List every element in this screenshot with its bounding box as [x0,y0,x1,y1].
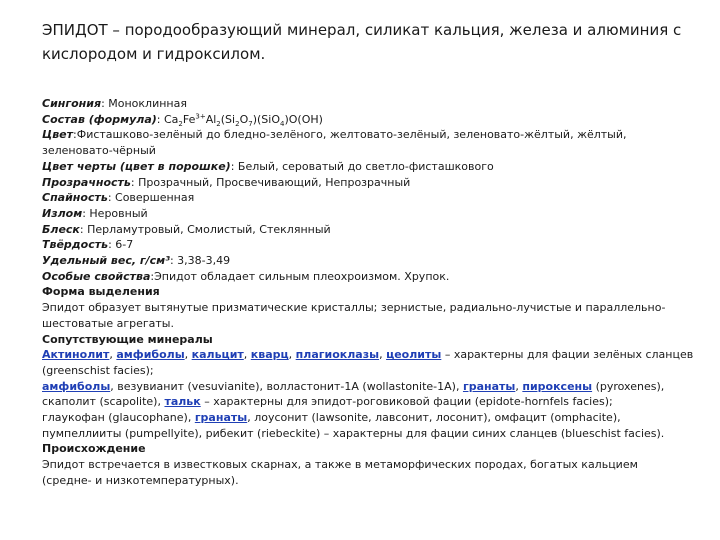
formula-subscript: 2 [235,119,240,128]
link-talc[interactable]: тальк [164,395,201,409]
cleavage-value: : Совершенная [107,191,195,205]
formula-subscript: 7 [248,119,253,128]
link-pyroxenes[interactable]: пироксены [522,379,593,393]
formula-subscript: 2 [178,119,183,128]
property-cleavage [42,190,682,206]
origin-text-line-2: (средне- и низкотемпературных). [42,473,239,487]
form-text-line-1: Эпидот образует вытянутые призматические кристаллы; зернистые, радиально-лучистые и параллельно- [42,301,666,315]
density-label: Удельный вес, г/см³ [42,254,170,268]
color-value: :Фисташково-зелёный до бледно-зелёного, желтовато-зелёный, зеленовато-жёлтый, жёлтый, [73,128,627,142]
formula-label: Состав (формула) [42,112,157,126]
link-garnets[interactable]: гранаты [194,411,248,425]
property-transparency [42,175,682,191]
formula-part: Fe [182,112,196,126]
color-label: Цвет [42,128,74,142]
title-line-1: ЭПИДОТ – породообразующий минерал, силикат кальция, железа и алюминия с [42,21,682,39]
syngony-value: : Моноклинная [101,97,187,110]
link-garnets[interactable]: гранаты [462,379,516,393]
fracture-value: : Неровный [82,206,148,220]
streak-label: Цвет черты (цвет в порошке) [42,159,231,173]
accompanying-line-4 [42,394,682,410]
accompanying-line-1 [42,347,694,363]
formula-superscript: 3+ [195,112,206,121]
formula-part: Al [205,112,217,126]
accompanying-text: скаполит (scapolite), [42,395,165,409]
separator: , [109,348,117,362]
separator: , [288,348,296,362]
accompanying-text: – характерны для эпидот-роговиковой фации (epidote-hornfels facies); [200,395,613,409]
origin-heading: Происхождение [42,442,146,456]
formula-subscript: 4 [280,119,285,128]
special-label: Особые свойства [42,269,151,283]
syngony-label: Сингония [42,97,102,110]
transparency-value: : Прозрачный, Просвечивающий, Непрозрачный [130,175,411,189]
accompanying-text: глаукофан (glaucophane), [42,411,195,425]
separator: , [184,348,192,362]
link-quartz[interactable]: кварц [250,348,289,362]
link-amphiboles[interactable]: амфиболы [42,379,111,393]
separator: , [379,348,387,362]
title-line-2: кислородом и гидроксилом. [42,45,266,63]
accompanying-line-6: пумпеллииты (pumpellyite), рибекит (riebeckite) – характерны для фации синих сланцев (blueschist facies). [42,426,665,440]
property-hardness [42,237,682,253]
property-color [42,127,682,143]
slide-title [42,18,682,66]
accompanying-text: (pyroxenes), [592,379,665,393]
mineral-properties [42,96,694,489]
separator: , [243,348,251,362]
link-calcite[interactable]: кальцит [191,348,244,362]
accompanying-line-5 [42,410,682,426]
formula-part: )O(OH) [284,112,323,126]
accompanying-text: – характерны для фации зелёных сланцев [441,348,694,362]
formula-part: (Si [220,112,236,126]
property-density [42,253,682,269]
hardness-label: Твёрдость [42,238,109,252]
link-actinolite[interactable]: Актинолит [42,348,110,362]
property-streak [42,159,682,175]
accompanying-line-3 [42,379,682,395]
streak-value: : Белый, сероватый до светло-фисташкового [230,159,494,173]
accompanying-heading: Сопутствующие минералы [42,332,213,346]
property-formula [42,112,682,128]
formula-part: O [239,112,249,126]
accompanying-text: , лоусонит (lawsonite, лавсонит, лосонит), омфацит (omphacite), [247,411,621,425]
luster-value: : Перламутровый, Смолистый, Стеклянный [79,222,331,236]
link-amphiboles[interactable]: амфиболы [116,348,185,362]
luster-label: Блеск [42,222,80,236]
property-syngony [42,96,682,112]
formula-part: : Ca [156,112,179,126]
formula-subscript: 2 [216,119,221,128]
accompanying-line-2: (greenschist facies); [42,363,154,377]
formula-part: )(SiO [252,112,280,126]
form-heading: Форма выделения [42,285,160,299]
property-fracture [42,206,682,222]
property-special [42,269,682,285]
density-value: : 3,38-3,49 [169,254,231,268]
transparency-label: Прозрачность [42,175,131,189]
accompanying-text: , везувианит (vesuvianite), волластонит-1A (wollastonite-1A), [110,379,463,393]
property-luster [42,222,682,238]
hardness-value: : 6-7 [108,238,134,252]
cleavage-label: Спайность [42,191,108,205]
property-color-cont: зеленовато-чёрный [42,144,156,158]
link-zeolites[interactable]: цеолиты [386,348,442,362]
origin-text-line-1: Эпидот встречается в известковых скарнах, а также в метаморфических породах, богатых кальцием [42,458,638,472]
form-text-line-2: шестоватые агрегаты. [42,316,174,330]
special-value: :Эпидот обладает сильным плеохроизмом. Хрупок. [150,269,450,283]
separator: , [515,379,523,393]
link-plagioclase[interactable]: плагиоклазы [295,348,380,362]
fracture-label: Излом [42,206,83,220]
